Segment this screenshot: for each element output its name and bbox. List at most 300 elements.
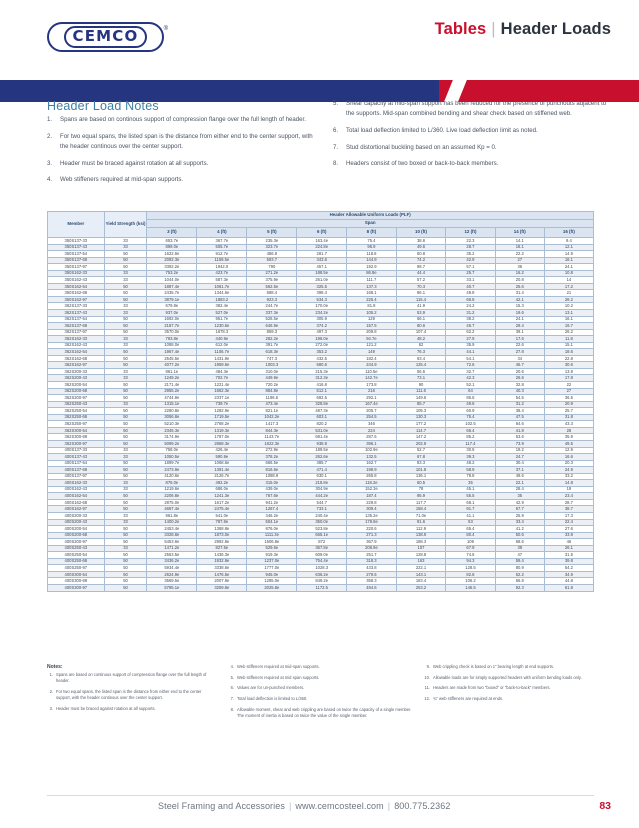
cell-load: 85.2 — [446, 434, 495, 441]
cell-load: 19 — [544, 486, 593, 493]
page-title-separator: | — [491, 20, 496, 38]
cell-load: 188.3 — [396, 539, 445, 546]
cell-load: 337.3e — [247, 310, 297, 317]
cell-load: 1471.2e — [147, 545, 197, 552]
cell-load: 562.5e — [247, 283, 297, 290]
cell-load: 1959.6e — [197, 362, 247, 369]
cell-load: 820.2 — [297, 421, 347, 428]
footer-note-number: 5. — [230, 674, 234, 680]
cell-yield-strength: 33 — [104, 277, 147, 284]
cell-member: 362S162-54 — [48, 349, 105, 356]
cell-load: 4077.2e — [147, 362, 197, 369]
cell-member: 400S162-97 — [48, 506, 105, 513]
cell-load: 218.8e — [297, 480, 347, 487]
cell-yield-strength: 50 — [104, 499, 147, 506]
cell-load: 147.2 — [396, 434, 445, 441]
cell-load: 107 — [396, 545, 445, 552]
cell-load: 1237.0e — [247, 558, 297, 565]
cell-load: 68.1 — [446, 499, 495, 506]
cell-load: 20.3 — [544, 460, 593, 467]
cell-load: 39.3 — [446, 454, 495, 461]
cell-load: 416.8 — [297, 382, 347, 389]
cell-load: 74.6 — [446, 552, 495, 559]
cell-load: 527.0e — [197, 310, 247, 317]
cell-yield-strength: 50 — [104, 565, 147, 572]
cell-load: 44.8 — [544, 578, 593, 585]
cell-load: 42.1 — [495, 296, 544, 303]
cell-member: 362S137-68 — [48, 323, 105, 330]
cell-load: 2875.0e — [147, 499, 197, 506]
cell-load: 739.7e — [197, 401, 247, 408]
cell-member: 400S162-33 — [48, 480, 105, 487]
cell-yield-strength: 50 — [104, 329, 147, 336]
cell-load: 1221.4e — [197, 382, 247, 389]
cell-load: 24.9 — [544, 467, 593, 474]
footer-note-number: 10. — [424, 674, 430, 680]
cell-load: 1088.9 — [247, 473, 297, 480]
cell-load: 1050.5e — [147, 454, 197, 461]
cell-member: 362S200-97 — [48, 395, 105, 402]
cell-load: 941.2e — [247, 499, 297, 506]
cell-load: 473.4e — [247, 401, 297, 408]
cell-member: 350S162-97 — [48, 296, 105, 303]
cell-load: 603.1 — [297, 414, 347, 421]
cell-load: 157.5 — [347, 323, 397, 330]
cell-member: 350S162-68 — [48, 290, 105, 297]
cell-load: 358.3 — [347, 578, 397, 585]
cell-load: 287.5 — [347, 434, 397, 441]
cell-member: 350S137-33 — [48, 238, 105, 245]
cell-load: 115.4 — [396, 296, 445, 303]
cell-load: 14.8 — [544, 480, 593, 487]
cell-load: 279.5 — [347, 571, 397, 578]
cell-yield-strength: 50 — [104, 257, 147, 264]
cell-load: 1787.0e — [197, 434, 247, 441]
cell-yield-strength: 50 — [104, 421, 147, 428]
cell-load: 618.3e — [247, 349, 297, 356]
footer-note-text: Web stiffeners required at mid-span supports. — [237, 664, 320, 669]
cell-load: 16.1 — [544, 316, 593, 323]
footer-note-text: Web stiffeners required at mid span supports. — [237, 674, 320, 680]
cell-load: 1042.2e — [247, 414, 297, 421]
cell-load: 16.2 — [495, 270, 544, 277]
note-text: Headers consist of two boxed or back-to-back members. — [346, 160, 499, 168]
cell-load: 444.2e — [297, 493, 347, 500]
cell-load: 135.2e — [347, 512, 397, 519]
cell-load: 346.2e — [247, 512, 297, 519]
cell-load: 2955.2e — [147, 388, 197, 395]
cell-yield-strength: 33 — [104, 238, 147, 245]
cell-load: 31.8 — [544, 414, 593, 421]
cell-load: 41.8 — [495, 427, 544, 434]
cell-yield-strength: 50 — [104, 584, 147, 591]
cell-load: 2337.1e — [197, 395, 247, 402]
cell-load: 305.9 — [297, 316, 347, 323]
cell-load: 81.8 — [347, 303, 397, 310]
cell-load: 39 — [495, 545, 544, 552]
cell-load: 53.9 — [396, 310, 445, 317]
cell-load: 26.6 — [495, 375, 544, 382]
cell-load: 3569.5e — [147, 578, 197, 585]
cell-load: 1241.3e — [197, 493, 247, 500]
footer-note-number: 1. — [49, 672, 53, 677]
cell-yield-strength: 50 — [104, 473, 147, 480]
cell-load: 523.8e — [297, 526, 347, 533]
footer-note-text: Spans are based on continous support of compression flange over the full length of header. — [56, 672, 207, 684]
cell-load: 129 — [347, 316, 397, 323]
cell-load: 5210.3e — [147, 421, 197, 428]
cell-load: 3570.0e — [147, 329, 197, 336]
cell-member: 362S250-43 — [48, 401, 105, 408]
cell-load: 170.0e — [297, 303, 347, 310]
cell-load: 938.8 — [297, 440, 347, 447]
cell-load: 28.7 — [544, 499, 593, 506]
note-item — [47, 132, 317, 152]
cell-load: 22.6 — [495, 342, 544, 349]
cell-load: 86.1 — [396, 290, 445, 297]
cell-load: 1172.5 — [297, 584, 347, 591]
cell-load: 34.9 — [544, 571, 593, 578]
cell-load: 4687.4e — [147, 506, 197, 513]
cell-member: 400S200-43 — [48, 519, 105, 526]
cell-member: 400S250-54 — [48, 552, 105, 559]
cell-load: 42.3 — [446, 375, 495, 382]
cell-yield-strength: 50 — [104, 251, 147, 258]
cell-load: 505.7e — [197, 244, 247, 251]
cell-load: 240.4e — [297, 512, 347, 519]
cell-load: 61.8 — [544, 584, 593, 591]
cell-member: 362S137-33 — [48, 303, 105, 310]
cell-load: 117.4 — [446, 440, 495, 447]
footer-note-number: 11. — [424, 685, 430, 691]
cell-load: 1282.9e — [197, 408, 247, 415]
footer-note-item — [424, 696, 612, 702]
note-text: Shear capacity at mid-span support has been reduced for the presence of punchouts adjacent to the supports. Mid-span combined bending and shear check based on stiffened web. — [346, 100, 607, 117]
cell-load: 35 — [446, 480, 495, 487]
cell-load: 149.6 — [396, 395, 445, 402]
cell-load: 1230.6e — [197, 323, 247, 330]
cell-load: 1476.5e — [197, 571, 247, 578]
cell-load: 3879.1e — [147, 296, 197, 303]
cell-load: 541.0e — [197, 512, 247, 519]
footer-note-text: Values are for un-punched members. — [237, 685, 305, 691]
cell-yield-strength: 50 — [104, 427, 147, 434]
cell-member: 400S300-68 — [48, 578, 105, 585]
cell-load: 67.9 — [446, 545, 495, 552]
footer-note-text: For two equal spans, the listed span is the distance from either end to the center support, with the header continous over the center support. — [56, 688, 202, 701]
cell-load: 1285.0e — [247, 578, 297, 585]
cell-load: 961.8e — [147, 512, 197, 519]
cell-load: 75.4 — [446, 414, 495, 421]
cell-load: 382.4e — [197, 303, 247, 310]
cell-load: 80.9 — [495, 565, 544, 572]
table-head — [48, 212, 594, 238]
cell-load: 686.0e — [197, 486, 247, 493]
cell-load: 28 — [544, 427, 593, 434]
footer-note-text: Allowable loads are for simply supported headers with uniform bending loads only. — [433, 674, 582, 680]
cell-yield-strength: 50 — [104, 296, 147, 303]
cell-load: 849.2e — [297, 578, 347, 585]
cell-load: 432.5 — [297, 355, 347, 362]
footer-notes-column-1 — [47, 672, 215, 716]
cell-load: 27 — [495, 257, 544, 264]
cell-load: 2553.5e — [147, 552, 197, 559]
cell-load: 433.8 — [347, 565, 397, 572]
cell-load: 47.5 — [495, 414, 544, 421]
cell-load: 30.6 — [544, 362, 593, 369]
cell-load: 32.8 — [495, 382, 544, 389]
cell-load: 93.4 — [396, 355, 445, 362]
cell-yield-strength: 50 — [104, 395, 147, 402]
cell-load: 25.9 — [495, 512, 544, 519]
cell-load: 328.8e — [297, 401, 347, 408]
col-header-span-2: 4 (ft) — [197, 228, 247, 238]
cell-yield-strength: 50 — [104, 526, 147, 533]
footer-note-item — [228, 696, 414, 702]
cell-load: 665.1e — [297, 532, 347, 539]
note-text: Spans are based on continous support of compression flange over the full length of header. — [60, 116, 306, 123]
cell-load: 1506.8e — [247, 539, 297, 546]
cell-load: 225.4 — [347, 296, 397, 303]
cell-load: 28.2 — [544, 296, 593, 303]
cell-load: 41.1 — [446, 512, 495, 519]
note-item — [47, 175, 317, 185]
cell-load: 21 — [544, 290, 593, 297]
table-body — [48, 238, 594, 592]
cell-load: 426.4e — [197, 447, 247, 454]
cell-member: 400S200-68 — [48, 532, 105, 539]
header-loads-table — [47, 211, 594, 592]
cell-load: 2025.8e — [247, 584, 297, 591]
cell-member: 362S250-54 — [48, 408, 105, 415]
cell-load: 512.1 — [297, 388, 347, 395]
cell-load: 31.2 — [495, 401, 544, 408]
cell-load: 20.9 — [544, 401, 593, 408]
cell-member: 350S162-54 — [48, 283, 105, 290]
cell-load: 9.4 — [544, 238, 593, 245]
cell-load: 1899.7e — [147, 460, 197, 467]
cell-yield-strength: 33 — [104, 270, 147, 277]
cell-load: 1249.2e — [147, 375, 197, 382]
cell-load: 374.2 — [297, 323, 347, 330]
cell-load: 45.7 — [495, 362, 544, 369]
cell-load: 72.6 — [446, 362, 495, 369]
cell-load: 272.9e — [247, 447, 297, 454]
cell-load: 22.3 — [446, 238, 495, 245]
cell-load: 114.7 — [396, 427, 445, 434]
cell-load: 105.2 — [347, 310, 397, 317]
cell-load: 25.7 — [446, 270, 495, 277]
footer-note-item — [47, 672, 215, 684]
cell-load: 49.6 — [446, 401, 495, 408]
cell-load: 33.4 — [495, 519, 544, 526]
cell-load: 52.2 — [495, 571, 544, 578]
cell-load: 144.9 — [347, 257, 397, 264]
cell-load: 504.1e — [247, 519, 297, 526]
cell-load: 48.2 — [396, 336, 445, 343]
cell-load: 229.8 — [347, 499, 397, 506]
cell-load: 58.9 — [446, 467, 495, 474]
cell-load: 92.3 — [495, 584, 544, 591]
footer-note-number: 2. — [49, 688, 53, 694]
cell-member: 350S162-43 — [48, 277, 105, 284]
cell-load: 609.0e — [297, 552, 347, 559]
cell-load: 1883.2 — [197, 296, 247, 303]
cell-load: 109 — [446, 539, 495, 546]
col-header-span-5: 8 (ft) — [347, 228, 397, 238]
cell-load: 33.9 — [544, 532, 593, 539]
cell-load: 18.6 — [544, 349, 593, 356]
cell-load: 46 — [544, 539, 593, 546]
cell-member: 400S250-97 — [48, 565, 105, 572]
cell-load: 1028.3 — [297, 565, 347, 572]
cell-load: 102.9e — [347, 447, 397, 454]
cell-member: 400S137-68 — [48, 467, 105, 474]
cell-load: 876.0e — [247, 526, 297, 533]
cell-member: 400S200-54 — [48, 526, 105, 533]
cell-load: 531.0e — [297, 427, 347, 434]
cell-load: 26.2 — [544, 329, 593, 336]
cell-load: 91.6 — [396, 519, 445, 526]
cell-load: 758.0e — [147, 447, 197, 454]
cell-load: 192.9 — [347, 264, 397, 271]
cell-yield-strength: 33 — [104, 401, 147, 408]
cell-load: 111.7 — [347, 277, 397, 284]
cell-load: 486.8 — [247, 251, 297, 258]
cell-yield-strength: 50 — [104, 362, 147, 369]
footer-note-item — [228, 685, 414, 691]
cell-member: 362S162-68 — [48, 355, 105, 362]
logo-wordmark: CEMCO — [64, 26, 148, 48]
cell-load: 1622.3e — [247, 440, 297, 447]
col-header-span-6: 10 (ft) — [396, 228, 445, 238]
note-number: 4. — [47, 176, 53, 184]
cell-load: 1061.7e — [197, 283, 247, 290]
cell-yield-strength: 33 — [104, 480, 147, 487]
cell-load: 251.7 — [347, 552, 397, 559]
col-header-span-3: 5 (ft) — [247, 228, 297, 238]
note-item — [333, 143, 613, 153]
cell-yield-strength: 50 — [104, 408, 147, 415]
footer-note-number: 3. — [49, 705, 53, 711]
cell-load: 224 — [347, 427, 397, 434]
cell-load: 18.1 — [495, 244, 544, 251]
cell-load: 143.1 — [396, 571, 445, 578]
cell-load: 899.0e — [147, 244, 197, 251]
cell-load: 64.6 — [495, 421, 544, 428]
cell-load: 41.9 — [396, 303, 445, 310]
cell-yield-strength: 50 — [104, 571, 147, 578]
footer-note-number: 7. — [230, 696, 234, 702]
footer-note-item — [47, 689, 215, 701]
cell-load: 24.7 — [495, 454, 544, 461]
cell-load: 67.8 — [396, 454, 445, 461]
cell-load: 2545.5e — [147, 355, 197, 362]
cell-load: 121.2 — [347, 342, 397, 349]
cell-load: 2007.9e — [197, 578, 247, 585]
cell-yield-strength: 33 — [104, 545, 147, 552]
cell-load: 350.0e — [297, 519, 347, 526]
footer-note-number: 6. — [230, 685, 234, 691]
page-title-primary: Tables — [434, 20, 487, 38]
cell-load: 224.8e — [297, 244, 347, 251]
footer-note-item — [47, 706, 215, 712]
cell-load: 136.1 — [396, 473, 445, 480]
footer-website[interactable]: www.cemcosteel.com — [295, 801, 384, 811]
cell-load: 821.1e — [247, 408, 297, 415]
cell-load: 54.5 — [495, 395, 544, 402]
cell-load: 57.7 — [495, 506, 544, 513]
cell-load: 1662.3e — [197, 388, 247, 395]
footer-note-number: 12. — [424, 696, 430, 702]
cell-load: 73.9 — [495, 440, 544, 447]
cell-load: 2435.7e — [147, 290, 197, 297]
cell-load: 158.4 — [396, 506, 445, 513]
cell-load: 216 — [347, 388, 397, 395]
cell-yield-strength: 50 — [104, 388, 147, 395]
cell-load: 19.7 — [544, 323, 593, 330]
cell-load: 117.7 — [396, 499, 445, 506]
cell-load: 95.9 — [396, 493, 445, 500]
cell-yield-strength: 50 — [104, 323, 147, 330]
cell-member: 400S137-97 — [48, 473, 105, 480]
cell-load: 83.3 — [396, 460, 445, 467]
footer-note-text: Total load deflection is limited to L/360. — [237, 696, 308, 702]
footer-contact — [158, 801, 450, 811]
cell-load: 325.5 — [297, 283, 347, 290]
cell-yield-strength: 33 — [104, 368, 147, 375]
cell-load: 56.6 — [396, 368, 445, 375]
footer-note-item — [424, 664, 612, 670]
cell-load: 188.5e — [297, 270, 347, 277]
cell-load: 1436.3e — [197, 552, 247, 559]
footer-notes-column-2 — [228, 664, 414, 724]
cell-load: 20.6 — [495, 368, 544, 375]
cell-load: 17.3 — [544, 512, 593, 519]
cell-yield-strength: 50 — [104, 460, 147, 467]
cell-load: 27 — [544, 388, 593, 395]
cell-load: 54.1 — [446, 355, 495, 362]
cell-load: 945.0e — [247, 571, 297, 578]
cell-load: 2473.9e — [147, 467, 197, 474]
cell-load: 1344.6e — [197, 290, 247, 297]
cell-load: 53.6 — [495, 434, 544, 441]
cell-member: 350S137-68 — [48, 257, 105, 264]
cell-load: 189.5e — [297, 447, 347, 454]
cell-load: 57.1 — [446, 264, 495, 271]
cell-load: 178.8e — [347, 519, 397, 526]
cell-load: 40.7 — [446, 283, 495, 290]
cell-member: 362S300-97 — [48, 440, 105, 447]
cell-load: 253.2 — [396, 584, 445, 591]
cell-load: 272.0e — [297, 342, 347, 349]
cell-load: 215.3e — [297, 368, 347, 375]
col-header-group-allowable-loads: Header Allowable Uniform Loads (PLF) — [147, 212, 594, 220]
cell-load: 2345.3e — [147, 427, 197, 434]
cell-yield-strength: 50 — [104, 532, 147, 539]
cell-load: 138.9 — [396, 532, 445, 539]
footer-note-text: Web crippling check is based on 1" bearing length at end supports. — [433, 664, 555, 669]
footer-note-item — [228, 664, 414, 670]
cell-yield-strength: 50 — [104, 493, 147, 500]
cell-yield-strength: 50 — [104, 264, 147, 271]
cell-yield-strength: 50 — [104, 355, 147, 362]
cell-load: 98.7 — [396, 264, 445, 271]
note-number: 5. — [333, 100, 339, 107]
cell-member: 362S250-68 — [48, 414, 105, 421]
cell-load: 1159.5e — [197, 257, 247, 264]
footer-note-item — [424, 685, 612, 691]
